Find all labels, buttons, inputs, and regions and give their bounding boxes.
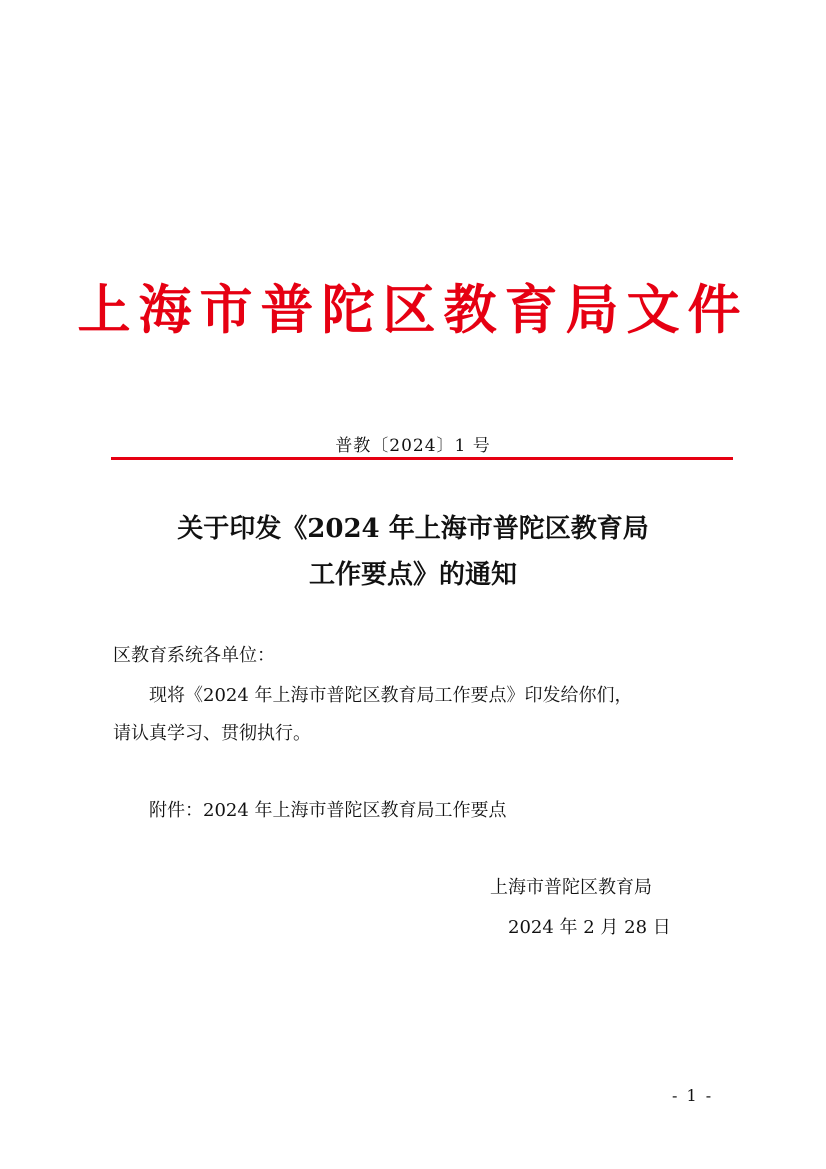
body-paragraph-line-1: 现将《2024 年上海市普陀区教育局工作要点》印发给你们， (149, 685, 633, 706)
notice-title (0, 506, 826, 598)
attachment-line: 附件：2024 年上海市普陀区教育局工作要点 (149, 800, 507, 821)
page-number: - 1 - (672, 1086, 714, 1105)
issuer-header-title: 上海市普陀区教育局文件 (77, 279, 749, 341)
body-paragraph-line-2: 请认真学习、贯彻执行。 (113, 723, 311, 744)
notice-title-line-2: 工作要点》的通知 (308, 560, 517, 590)
header-red-divider (111, 457, 733, 460)
document-number: 普教〔2024〕1 号 (335, 436, 491, 456)
salutation: 区教育系统各单位： (113, 645, 275, 666)
signature-organization: 上海市普陀区教育局 (490, 877, 652, 898)
signature-date: 2024 年 2 月 28 日 (508, 917, 671, 938)
notice-title-line-1: 关于印发《2024 年上海市普陀区教育局 (177, 514, 649, 544)
